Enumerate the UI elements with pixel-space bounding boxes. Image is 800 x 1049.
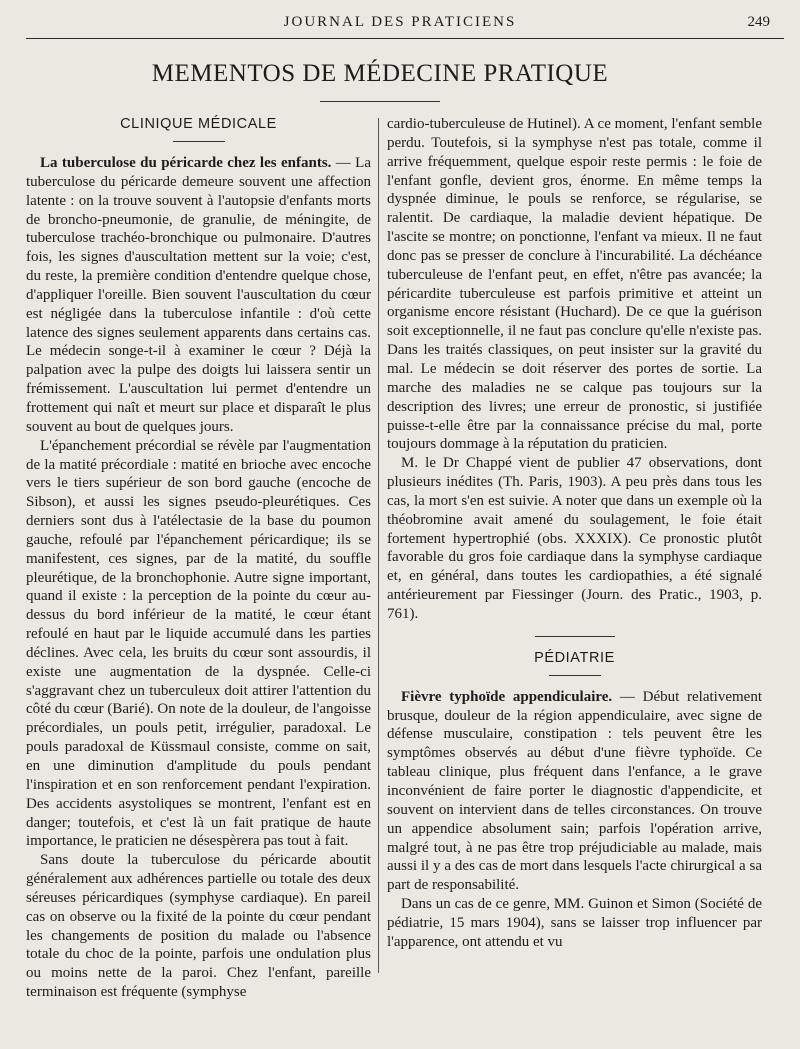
section-heading-clinique: CLINIQUE MÉDICALE: [120, 116, 277, 132]
title-rule: [320, 101, 440, 102]
paragraph-text: — La tuberculose du péricarde demeure souvent une affection latente : on la trouve souvent à l'autopsie d'enfants morts de broncho-pneumonie, de granulie, de méningite, de tuberculose trachéo-bronchique ou pulmonaire. D'autres fois, les signes d'auscultation mettent sur la voie; c'est, du reste, la première condition d'entendre quelque chose, d'appliquer l'oreille. Bien souvent l'auscultation du cœur est négligée dans la tuberculose infantile : d'où cette latence des signes seulement apparents dans certains cas. Le médecin songe-t-il à examiner le cœur ? Déjà la palpation avec la pulpe des doigts lui laissera sentir un frémissement. L'auscultation lui permet d'entendre un frottement qui naît et meurt sur place et disparaît le plus souvent au bout de quelques jours.: [26, 155, 371, 435]
header-rule: [26, 38, 784, 39]
right-column: [387, 115, 762, 952]
page-number: 249: [747, 14, 770, 30]
column-divider: [378, 118, 379, 973]
paragraph: Sans doute la tuberculose du péricarde aboutit généralement aux adhérences partielle ou totale des deux séreuses péricardiques (symphyse cardiaque). En pareil cas on observe ou la fixité de la pointe du cœur pendant les changements de position du malade ou l'absence totale du choc de la pointe, parfois une ondulation plus ou moins nette de la paroi. Chez l'enfant, pareille terminaison est fréquente (symphyse: [26, 852, 371, 1001]
paragraph: [26, 154, 371, 437]
running-head: [20, 12, 780, 36]
section-rule: [173, 141, 225, 142]
paragraph: cardio-tuberculeuse de Hutinel). A ce moment, l'enfant semble perdu. Toutefois, si la symphyse n'est pas totale, comme il arrive fréquemment, quelque espoir reste permis : le foie de l'enfant gonfle, devient gros, énorme. En même temps la dyspnée diminue, le pouls se renforce, se régularise, se ralentit. De cardiaque, la maladie devient hépatique. De l'ascite se montre; on ponctionne, l'enfant va mieux. Il ne faut donc pas se presser de conclure à l'incurabilité. La déchéance tuberculeuse de l'enfant peut, en effet, n'être pas avancée; la péricardite tuberculeuse est parfois primitive et atteint un organisme encore résistant (Huchard). De ce que la guérison soit exceptionnelle, il ne faut pas conclure qu'elle n'existe pas. Dans les traités classiques, on peut insister sur la gravité du mal. Le médecin se doit réserver des portes de sortie. La marche des maladies ne se calque pas toujours sur la description des livres; une erreur de pronostic, si justifiée puisse-t-elle être par la connaissance précise du mal, porte toujours dommage à la réputation du praticien.: [387, 116, 762, 453]
paragraph-text: — Début relativement brusque, douleur de la région appendiculaire, avec signe de défense musculaire, constipation : tels peuvent être les symptômes observés au début d'une fièvre typhoïde. Ce tableau clinique, plus fréquent dans l'enfance, a le grave inconvénient de faire porter le diagnostic d'appendicite, et souvent on intervient dans de telles circonstances. On trouve un appendice absolument sain; parfois l'opération arrive, malgré tout, à ne pas être trop préjudiciable au malade, mais aussi il y a des cas de mort dans lesquels l'acte chirurgical a sa part de responsabilité.: [387, 688, 762, 894]
section-rule: [549, 675, 601, 676]
article-lead: La tuberculose du péricarde chez les enfants.: [40, 155, 332, 171]
left-column: [26, 115, 371, 1002]
paragraph: M. le Dr Chappé vient de publier 47 observations, dont plusieurs inédites (Th. Paris, 1903). A peu près dans tous les cas, la mort s'en est suivie. A noter que dans un exemple où la théobromine avait amené du soulagement, le foie était fortement hypertrophié (obs. XXXIX). Ce pronostic plutôt favorable du gros foie cardiaque dans la symphyse cardiaque et, en général, dans toutes les cardiopathies, a été signalé antérieurement par Fiessinger (Journ. des Pratic., 1903, p. 761).: [387, 455, 762, 622]
section-rule: [535, 636, 615, 637]
paragraph: [387, 688, 762, 895]
journal-title: JOURNAL DES PRATICIENS: [283, 14, 517, 30]
page-title: MEMENTOS DE MÉDECINE PRATIQUE: [151, 60, 609, 87]
section-heading-pediatrie: PÉDIATRIE: [534, 649, 615, 666]
paragraph: Dans un cas de ce genre, MM. Guinon et Simon (Société de pédiatrie, 15 mars 1904), sans se laisser trop influencer par l'apparence, ont attendu et vu: [387, 896, 762, 950]
article-lead: Fièvre typhoïde appendiculaire.: [401, 688, 613, 705]
paragraph: L'épanchement précordial se révèle par l'augmentation de la matité précordiale : matité en brioche avec encoche vers le tiers supérieur de son bord gauche (encoche de Sibson), et aussi les signes pseudo-pleurétiques. Ces derniers sont dus à l'atélectasie de la base du poumon gauche, refoulé par l'épanchement péricardique; ils se manifestent, ces signes, par de la matité, du souffle pleurétique, de la bronchophonie. Autre signe important, quand il existe : la perception de la pointe du cœur au-dessus du bord inférieur de la matité, le cœur étant refoulé en haut par le liquide accumulé dans les parties déclines. Avec cela, les bruits du cœur sont assourdis, il existe une augmentation de la dyspnée. Celle-ci s'aggravant chez un tuberculeux doit attirer l'attention du côté du cœur (Barié). On note de la douleur, de l'angoisse précordiales, un pouls petit, irrégulier, paradoxal. Le pouls paradoxal de Küssmaul consiste, comme on sait, en une diminution d'amplitude du pouls pendant l'inspiration et en son renforcement pendant l'expiration. Des accidents asystoliques se montrent, l'enfant est en danger; toutefois, et c'est là un fait pratique de haute importance, le praticien ne désespèrera pas tout à fait.: [26, 437, 371, 850]
